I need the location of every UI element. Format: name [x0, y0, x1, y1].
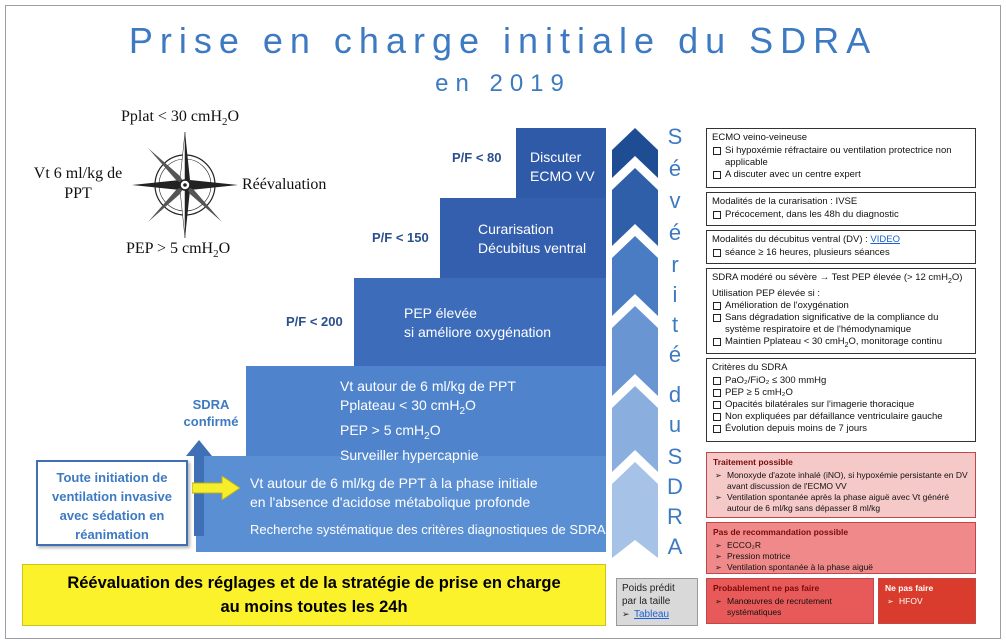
ne-pas-faire-box: Ne pas faire ➢ HFOV: [878, 578, 976, 624]
right-arrow-icon: [192, 476, 240, 500]
severity-letter: é: [668, 220, 682, 245]
curarisation-box: Modalités de la curarisation : IVSE Précocement, dans les 48h du diagnostic: [706, 192, 976, 226]
severity-chevrons: [612, 120, 658, 560]
compass-left-label: Vt 6 ml/kg de PPT: [33, 165, 123, 202]
pf-200-label: P/F < 200: [286, 314, 343, 329]
severity-letter: v: [669, 188, 681, 213]
step-1-text: Vt autour de 6 ml/kg de PPT à la phase initiale en l'absence d'acidose métabolique profonde Recherche systématique des critères diagnostiques de SDRA: [250, 475, 606, 537]
severity-letter: S: [667, 444, 683, 469]
severity-letter: d: [668, 382, 682, 407]
severity-letter: r: [671, 252, 679, 277]
step-3-text: PEP élevée si améliore oxygénation: [404, 305, 552, 340]
compass-top-label: Pplat < 30 cmH$_2$O: [121, 108, 240, 129]
step-2-text: Vt autour de 6 ml/kg de PPT Pplateau < 30 cmH$_2$O PEP > 5 cmH$_2$O Surveiller hypercapnie: [340, 378, 516, 463]
ecmo-box: ECMO veino-veineuse Si hypoxémie réfractaire ou ventilation protectrice non applicable A discuter avec un centre expert: [706, 128, 976, 188]
compass-right-label: Réévaluation: [242, 176, 327, 193]
severity-letter: é: [668, 342, 682, 367]
severity-letter: i: [672, 282, 678, 307]
criteres-box: Critères du SDRA PaO₂/FiO₂ ≤ 300 mmHg PEP ≥ 5 cmH₂O Opacités bilatérales sur l'imagerie thoracique Non expliquées par défaillance ventriculaire gauche Évolution depuis moins de 7 jours: [706, 358, 976, 442]
initiation-box: Toute initiation de ventilation invasive avec sédation en réanimation: [36, 460, 188, 546]
poids-predit-box: Poids prédit par la taille ➢ Tableau: [616, 578, 698, 626]
severity-letter: R: [667, 504, 683, 529]
page-title: Prise en charge initiale du SDRA: [128, 20, 878, 61]
severity-letter: u: [668, 412, 682, 437]
pep-box: SDRA modéré ou sévère → Test PEP élevée (> 12 cmH$_2$O) Utilisation PEP élevée si : Amélioration de l'oxygénation Sans dégradation significative de la compliance du système respiratoire et de l'hémodynamique Maintien Pplateau < 30 cmH$_2$O, monitorage continu: [706, 268, 976, 354]
pf-150-label: P/F < 150: [372, 230, 429, 245]
compass-rose-icon: [130, 130, 240, 240]
probablement-ne-pas-faire-box: Probablement ne pas faire ➢ Manœuvres de recrutement systématiques: [706, 578, 874, 624]
severity-letter: t: [671, 312, 679, 337]
video-link[interactable]: VIDEO: [870, 234, 900, 245]
pas-recommandation-box: Pas de recommandation possible ➢ ECCO₂R ➢ Pression motrice ➢ Ventilation spontanée à la phase aiguë: [706, 522, 976, 574]
severity-letter: A: [667, 534, 683, 559]
pf-80-label: P/F < 80: [452, 150, 502, 165]
page-subtitle: en 2019: [435, 70, 571, 97]
sdra-confirme-label: SDRA confirmé: [183, 397, 239, 429]
severity-letter: é: [668, 156, 682, 181]
decubitus-box: Modalités du décubitus ventral (DV) : VIDEO séance ≥ 16 heures, plusieurs séances: [706, 230, 976, 264]
traitement-box: Traitement possible ➢ Monoxyde d'azote inhalé (iNO), si hypoxémie persistante en DV avant discussion de l'ECMO VV ➢ Ventilation spontanée après la phase aiguë avec Vt généré autour de 6 ml/kg sans dépasser 8 ml/kg: [706, 452, 976, 518]
step-4-text: Curarisation Décubitus ventral: [478, 221, 587, 256]
tableau-link[interactable]: Tableau: [634, 609, 670, 620]
severity-letter: S: [667, 124, 683, 149]
step-5-text: Discuter ECMO VV: [530, 149, 595, 184]
reevaluation-banner: Réévaluation des réglages et de la stratégie de prise en charge au moins toutes les 24h: [22, 564, 606, 626]
severity-letter: D: [667, 474, 683, 499]
compass-bottom-label: PEP > 5 cmH$_2$O: [126, 240, 231, 261]
